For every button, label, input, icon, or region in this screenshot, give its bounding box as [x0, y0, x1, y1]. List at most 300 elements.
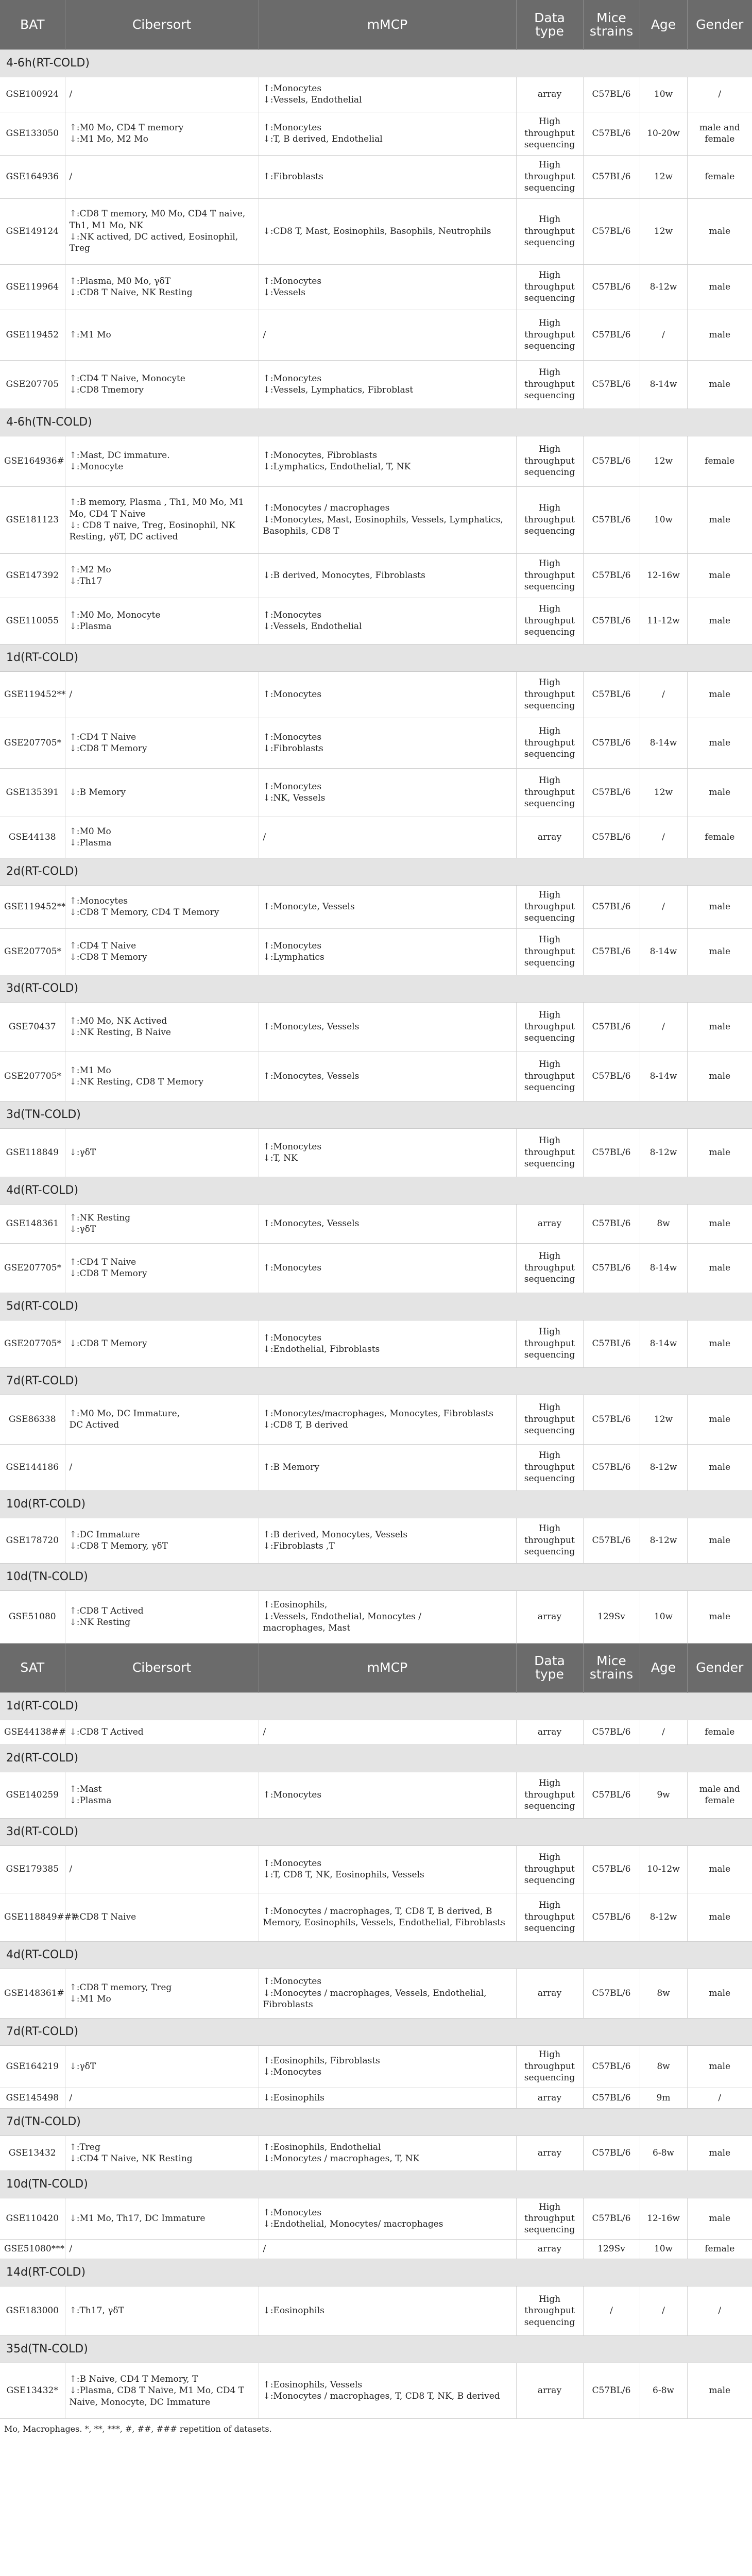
- cell-gender: [687, 553, 752, 598]
- cell-text: High throughput sequencing: [524, 775, 575, 809]
- cell-text: ↑:CD8 T memory, Treg: [69, 1982, 172, 1993]
- cell-text: /: [662, 1726, 665, 1737]
- cell-gender: [687, 2088, 752, 2108]
- cell-text: ↓:CD8 T Memory, γδT: [69, 1541, 168, 1551]
- cell-age: [640, 885, 687, 928]
- cell-gender: [687, 817, 752, 858]
- cell-text: GSE119452: [6, 329, 59, 340]
- cell-cibersort: [65, 436, 259, 486]
- cell-cibersort: [65, 1845, 259, 1893]
- cell-text: GSE178720: [6, 1535, 59, 1546]
- cell-dataset-id: [0, 885, 65, 928]
- cell-text: ↑:M1 Mo: [69, 329, 111, 340]
- cell-text: /: [69, 1863, 73, 1874]
- cell-mice-strains: [583, 2239, 640, 2259]
- cell-data-type: [516, 718, 583, 768]
- cell-text: ↓:CD8 T Memory: [69, 1268, 147, 1279]
- cell-text: ↓:Monocytes / macrophages, T, CD8 T, NK, B derived: [263, 2391, 500, 2402]
- column-header-dataset-id: BAT: [0, 0, 65, 49]
- cell-text: /: [718, 2306, 722, 2316]
- group-header-row: [0, 644, 752, 671]
- cell-text: GSE207705*: [4, 1262, 62, 1273]
- cell-data-type: [516, 1518, 583, 1563]
- cell-text: /: [662, 329, 665, 340]
- table-row: [0, 1893, 752, 1941]
- cell-dataset-id: [0, 817, 65, 858]
- cell-age: [640, 2136, 687, 2171]
- cell-text: ↑:Monocytes, Vessels: [263, 1071, 360, 1081]
- cell-text: High throughput sequencing: [524, 1136, 575, 1170]
- cell-text: ↓:CD8 T Memory: [69, 952, 147, 962]
- cell-text: 8-12w: [650, 1462, 677, 1472]
- cell-cibersort: [65, 2239, 259, 2259]
- cell-text: ↑:Monocytes: [263, 83, 322, 94]
- cell-text: male: [709, 2061, 731, 2072]
- column-header-data-type: Data type: [516, 0, 583, 49]
- cell-text: GSE118849: [6, 1147, 59, 1158]
- cell-text: GSE44138: [8, 832, 56, 842]
- cell-mmcp: [259, 2136, 516, 2171]
- cell-text: 129Sv: [597, 1611, 625, 1622]
- cell-text: ↑:CD8 T memory, M0 Mo, CD4 T naive, Th1, M1 Mo, NK: [69, 209, 246, 231]
- table-row: [0, 264, 752, 310]
- cell-text: /: [263, 329, 266, 340]
- cell-text: ↑:M1 Mo: [69, 1065, 111, 1076]
- group-header-row: [0, 1692, 752, 1720]
- table-row: [0, 198, 752, 264]
- cell-text: C57BL/6: [592, 2147, 631, 2158]
- cell-mmcp: [259, 1518, 516, 1563]
- cell-text: GSE181123: [6, 514, 59, 525]
- cell-cibersort: [65, 1444, 259, 1490]
- cell-mmcp: [259, 264, 516, 310]
- cell-age: [640, 553, 687, 598]
- cell-mmcp: [259, 718, 516, 768]
- cell-dataset-id: [0, 2088, 65, 2108]
- cell-text: GSE100924: [6, 89, 59, 99]
- cell-age: [640, 1395, 687, 1444]
- cell-text: male: [709, 514, 731, 525]
- cell-text: C57BL/6: [592, 281, 631, 292]
- group-header-row: [0, 858, 752, 885]
- cell-cibersort: [65, 1772, 259, 1818]
- cell-data-type: [516, 1052, 583, 1101]
- cell-text: GSE207705: [6, 379, 59, 389]
- cell-text: GSE183000: [6, 2306, 59, 2316]
- cell-mice-strains: [583, 2363, 640, 2418]
- cell-text: 8-12w: [650, 281, 677, 292]
- cell-mmcp: [259, 436, 516, 486]
- cell-dataset-id: [0, 1002, 65, 1052]
- cell-mice-strains: [583, 2198, 640, 2239]
- cell-dataset-id: [0, 1969, 65, 2018]
- cell-gender: [687, 768, 752, 817]
- cell-text: male: [709, 1262, 731, 1273]
- cell-data-type: [516, 1320, 583, 1367]
- group-title: 10d(TN-COLD): [0, 2171, 752, 2198]
- cell-text: ↑:Monocytes: [263, 122, 322, 133]
- cell-text: High throughput sequencing: [524, 2049, 575, 2083]
- cell-age: [640, 1002, 687, 1052]
- cell-mice-strains: [583, 77, 640, 112]
- cell-mice-strains: [583, 1128, 640, 1177]
- table-row: [0, 1243, 752, 1293]
- cell-age: [640, 1320, 687, 1367]
- cell-text: 8-14w: [650, 737, 677, 748]
- cell-text: 12-16w: [647, 2213, 680, 2224]
- cell-mice-strains: [583, 1969, 640, 2018]
- cell-age: [640, 1204, 687, 1243]
- cell-cibersort: [65, 1002, 259, 1052]
- cell-text: ↓:Vessels, Endothelial: [263, 621, 362, 632]
- cell-mice-strains: [583, 817, 640, 858]
- cell-gender: [687, 1720, 752, 1744]
- table-row: [0, 671, 752, 718]
- table-header-row: [0, 1643, 752, 1692]
- cell-text: 6-8w: [653, 2385, 674, 2396]
- table-row: [0, 1720, 752, 1744]
- cell-text: 8w: [657, 1218, 670, 1229]
- cell-dataset-id: [0, 1395, 65, 1444]
- cell-text: 8w: [657, 2061, 670, 2072]
- table-row: [0, 2198, 752, 2239]
- cell-text: 12-16w: [647, 570, 680, 581]
- cell-text: High throughput sequencing: [524, 677, 575, 711]
- cell-gender: [687, 1518, 752, 1563]
- cell-text: array: [537, 832, 562, 842]
- cell-data-type: [516, 1969, 583, 2018]
- cell-cibersort: [65, 768, 259, 817]
- cell-text: C57BL/6: [592, 946, 631, 957]
- cell-text: ↑:Monocytes: [263, 689, 322, 700]
- cell-text: 9w: [657, 1789, 670, 1800]
- cell-gender: [687, 1590, 752, 1643]
- cell-cibersort: [65, 1320, 259, 1367]
- cell-age: [640, 112, 687, 155]
- group-title: 3d(RT-COLD): [0, 975, 752, 1002]
- cell-text: ↑:M0 Mo, Monocyte: [69, 609, 161, 620]
- cell-text: ↓:Vessels, Endothelial, Monocytes /: [263, 1611, 421, 1622]
- cell-text: ↓:Monocytes: [263, 2067, 322, 2077]
- cell-dataset-id: [0, 1720, 65, 1744]
- cell-text: 12w: [654, 787, 673, 798]
- cell-text: ↑:B Memory: [263, 1462, 319, 1472]
- cell-data-type: [516, 155, 583, 198]
- cell-text: ↓:γδT: [69, 2061, 96, 2072]
- cell-text: C57BL/6: [592, 128, 631, 139]
- group-header-row: [0, 1818, 752, 1845]
- cell-gender: [687, 264, 752, 310]
- cell-age: [640, 2286, 687, 2335]
- cell-gender: [687, 77, 752, 112]
- group-header-row: [0, 1367, 752, 1395]
- cell-text: array: [537, 2092, 562, 2103]
- table-row: [0, 1320, 752, 1367]
- cell-text: High throughput sequencing: [524, 604, 575, 638]
- cell-text: ↑:B derived, Monocytes, Vessels: [263, 1529, 408, 1540]
- cell-dataset-id: [0, 1590, 65, 1643]
- cell-mice-strains: [583, 198, 640, 264]
- cell-text: GSE119452**: [4, 901, 66, 912]
- cell-gender: [687, 1002, 752, 1052]
- cell-data-type: [516, 1893, 583, 1941]
- cell-text: GSE148361#: [4, 1988, 64, 1998]
- cell-text: ↓:CD8 T Memory: [69, 743, 147, 754]
- cell-mmcp: [259, 1772, 516, 1818]
- cell-text: High throughput sequencing: [524, 2201, 575, 2235]
- cell-gender: [687, 2363, 752, 2418]
- cell-text: C57BL/6: [592, 901, 631, 912]
- column-header-gender: Gender: [687, 0, 752, 49]
- cell-text: High throughput sequencing: [524, 1900, 575, 1934]
- cell-text: male: [709, 1863, 731, 1874]
- cell-text: 12w: [654, 455, 673, 466]
- cell-text: ↑:DC Immature: [69, 1529, 140, 1540]
- cell-text: C57BL/6: [592, 1911, 631, 1922]
- cell-data-type: [516, 1720, 583, 1744]
- cell-mice-strains: [583, 1395, 640, 1444]
- cell-data-type: [516, 2363, 583, 2418]
- cell-text: ↑:Monocytes: [69, 895, 128, 906]
- cell-mice-strains: [583, 1444, 640, 1490]
- cell-text: ↑:Monocytes: [263, 1976, 322, 1987]
- cell-cibersort: [65, 1969, 259, 2018]
- cell-text: ↑:Fibroblasts: [263, 171, 323, 182]
- column-header-mmcp: mMCP: [259, 0, 516, 49]
- cell-age: [640, 1969, 687, 2018]
- table-row: [0, 155, 752, 198]
- cell-mmcp: [259, 768, 516, 817]
- cell-text: ↑:M0 Mo: [69, 826, 111, 837]
- cell-dataset-id: [0, 1320, 65, 1367]
- table-row: [0, 817, 752, 858]
- cell-dataset-id: [0, 2239, 65, 2259]
- cell-text: GSE135391: [6, 787, 59, 798]
- cell-text: GSE70437: [8, 1021, 56, 1032]
- group-title: 4-6h(RT-COLD): [0, 49, 752, 77]
- cell-data-type: [516, 1444, 583, 1490]
- cell-mmcp: [259, 1444, 516, 1490]
- cell-text: ↓:Plasma: [69, 838, 112, 848]
- cell-text: GSE51080: [8, 1611, 56, 1622]
- cell-text: ↓:Plasma, CD8 T Naive, M1 Mo, CD4 T Naive, Monocyte, DC Immature: [69, 2385, 245, 2408]
- cell-text: /: [718, 2092, 722, 2103]
- cell-age: [640, 1845, 687, 1893]
- cell-age: [640, 360, 687, 409]
- cell-mmcp: [259, 112, 516, 155]
- cell-text: ↑:Th17, γδT: [69, 2306, 124, 2316]
- cell-gender: [687, 2286, 752, 2335]
- table-row: [0, 885, 752, 928]
- cell-text: ↑:Mast: [69, 1784, 102, 1794]
- cell-text: ↑:Monocytes: [263, 1789, 322, 1800]
- cell-text: female: [705, 832, 735, 842]
- cell-mice-strains: [583, 155, 640, 198]
- cell-mmcp: [259, 1128, 516, 1177]
- cell-mice-strains: [583, 768, 640, 817]
- table-row: [0, 2239, 752, 2259]
- cell-cibersort: [65, 2198, 259, 2239]
- cell-text: male: [709, 1147, 731, 1158]
- cell-cibersort: [65, 1243, 259, 1293]
- cell-text: male: [709, 2213, 731, 2224]
- cell-text: ↓:NK Resting: [69, 1617, 131, 1628]
- cell-text: C57BL/6: [592, 1262, 631, 1273]
- cell-age: [640, 77, 687, 112]
- cell-mmcp: [259, 1320, 516, 1367]
- cell-cibersort: [65, 1128, 259, 1177]
- group-header-row: [0, 409, 752, 436]
- cell-text: C57BL/6: [592, 1338, 631, 1349]
- cell-text: ↓:T, CD8 T, NK, Eosinophils, Vessels: [263, 1870, 424, 1880]
- cell-gender: [687, 1204, 752, 1243]
- cell-cibersort: [65, 1204, 259, 1243]
- group-header-row: [0, 2171, 752, 2198]
- cell-text: C57BL/6: [592, 1462, 631, 1472]
- group-title: 7d(RT-COLD): [0, 1367, 752, 1395]
- cell-text: 8-14w: [650, 1071, 677, 1081]
- cell-data-type: [516, 1002, 583, 1052]
- cell-text: 9m: [656, 2092, 671, 2103]
- cell-text: C57BL/6: [592, 2385, 631, 2396]
- cell-text: ↑:CD8 T Actived: [69, 1605, 144, 1616]
- cell-gender: [687, 2198, 752, 2239]
- group-title: 4-6h(TN-COLD): [0, 409, 752, 436]
- cell-text: male: [709, 901, 731, 912]
- table-row: [0, 2088, 752, 2108]
- cell-cibersort: [65, 1052, 259, 1101]
- cell-dataset-id: [0, 1518, 65, 1563]
- cell-mmcp: [259, 1720, 516, 1744]
- cell-text: GSE118849###: [4, 1911, 79, 1922]
- cell-text: ↑:Monocytes, Vessels: [263, 1021, 360, 1032]
- cell-data-type: [516, 768, 583, 817]
- group-header-row: [0, 2018, 752, 2045]
- cell-dataset-id: [0, 1444, 65, 1490]
- cell-text: 12w: [654, 171, 673, 182]
- cell-mice-strains: [583, 486, 640, 553]
- cell-age: [640, 2045, 687, 2088]
- cell-cibersort: [65, 2286, 259, 2335]
- cell-text: ↓:NK Resting, CD8 T Memory: [69, 1077, 204, 1087]
- cell-cibersort: [65, 1590, 259, 1643]
- cell-gender: [687, 112, 752, 155]
- cell-text: male: [709, 1611, 731, 1622]
- cell-dataset-id: [0, 1845, 65, 1893]
- column-header-cibersort: Cibersort: [65, 0, 259, 49]
- cell-text: High throughput sequencing: [524, 1778, 575, 1812]
- cell-text: C57BL/6: [592, 737, 631, 748]
- cell-text: male: [709, 1535, 731, 1546]
- table-row: [0, 1590, 752, 1643]
- cell-dataset-id: [0, 77, 65, 112]
- cell-dataset-id: [0, 264, 65, 310]
- cell-dataset-id: [0, 1128, 65, 1177]
- cell-dataset-id: [0, 1772, 65, 1818]
- cell-text: /: [718, 89, 722, 99]
- column-header-mice-strains: Mice strains: [583, 0, 640, 49]
- cell-text: High throughput sequencing: [524, 503, 575, 537]
- cell-text: GSE147392: [6, 570, 59, 581]
- cell-text: GSE207705*: [4, 1338, 62, 1349]
- cell-cibersort: [65, 310, 259, 360]
- group-header-row: [0, 1563, 752, 1590]
- cell-cibersort: [65, 885, 259, 928]
- cell-gender: [687, 671, 752, 718]
- cell-text: ↑:Monocytes, Vessels: [263, 1218, 360, 1229]
- cell-dataset-id: [0, 198, 65, 264]
- cell-text: /: [69, 689, 73, 700]
- cell-text: male: [709, 1021, 731, 1032]
- cell-mmcp: [259, 1243, 516, 1293]
- cell-cibersort: [65, 2136, 259, 2171]
- cell-cibersort: [65, 198, 259, 264]
- table-footnote: Mo, Macrophages. *, **, ***, #, ##, ### repetition of datasets.: [4, 2424, 272, 2434]
- cell-mice-strains: [583, 2136, 640, 2171]
- cell-text: ↑:CD4 T Naive: [69, 1257, 136, 1267]
- cell-mmcp: [259, 1204, 516, 1243]
- cell-age: [640, 2239, 687, 2259]
- cell-text: /: [662, 1021, 665, 1032]
- cell-text: ↓:Vessels: [263, 287, 305, 298]
- cell-cibersort: [65, 486, 259, 553]
- group-header-row: [0, 2259, 752, 2286]
- column-header-gender: Gender: [687, 1643, 752, 1692]
- cell-mice-strains: [583, 1002, 640, 1052]
- cell-text: GSE51080***: [4, 2244, 65, 2255]
- cell-text: ↑:Monocytes: [263, 1332, 322, 1343]
- cell-mice-strains: [583, 2286, 640, 2335]
- cell-text: array: [537, 1726, 562, 1737]
- table-row: [0, 2286, 752, 2335]
- cell-mmcp: [259, 1395, 516, 1444]
- cell-dataset-id: [0, 1052, 65, 1101]
- cell-text: C57BL/6: [592, 1863, 631, 1874]
- cell-text: C57BL/6: [592, 1218, 631, 1229]
- cell-mmcp: [259, 2286, 516, 2335]
- cell-gender: [687, 155, 752, 198]
- cell-gender: [687, 360, 752, 409]
- cell-text: ↓:NK, Vessels: [263, 793, 326, 803]
- table-row: [0, 553, 752, 598]
- cell-text: /: [662, 832, 665, 842]
- cell-age: [640, 1052, 687, 1101]
- cell-dataset-id: [0, 1893, 79, 1941]
- table-row: [0, 1002, 752, 1052]
- cell-text: High throughput sequencing: [524, 214, 575, 248]
- cell-mmcp: [259, 360, 516, 409]
- group-title: 10d(RT-COLD): [0, 1490, 752, 1518]
- group-header-row: [0, 1293, 752, 1320]
- cell-text: GSE164219: [6, 2061, 59, 2072]
- group-header-row: [0, 1177, 752, 1204]
- group-title: 14d(RT-COLD): [0, 2259, 752, 2286]
- table-row: [0, 1128, 752, 1177]
- cell-data-type: [516, 1772, 583, 1818]
- cell-gender: [687, 1893, 752, 1941]
- cell-text: ↑:Monocytes: [263, 732, 322, 742]
- cell-data-type: [516, 77, 583, 112]
- cell-text: array: [537, 1611, 562, 1622]
- cell-data-type: [516, 310, 583, 360]
- cell-text: ↓:Fibroblasts: [263, 743, 323, 754]
- cell-cibersort: [65, 817, 259, 858]
- cell-text: GSE207705*: [4, 946, 62, 957]
- cell-text: 12w: [654, 226, 673, 236]
- cell-cibersort: [65, 360, 259, 409]
- cell-dataset-id: [0, 2286, 65, 2335]
- cell-text: GSE164936#: [4, 455, 64, 466]
